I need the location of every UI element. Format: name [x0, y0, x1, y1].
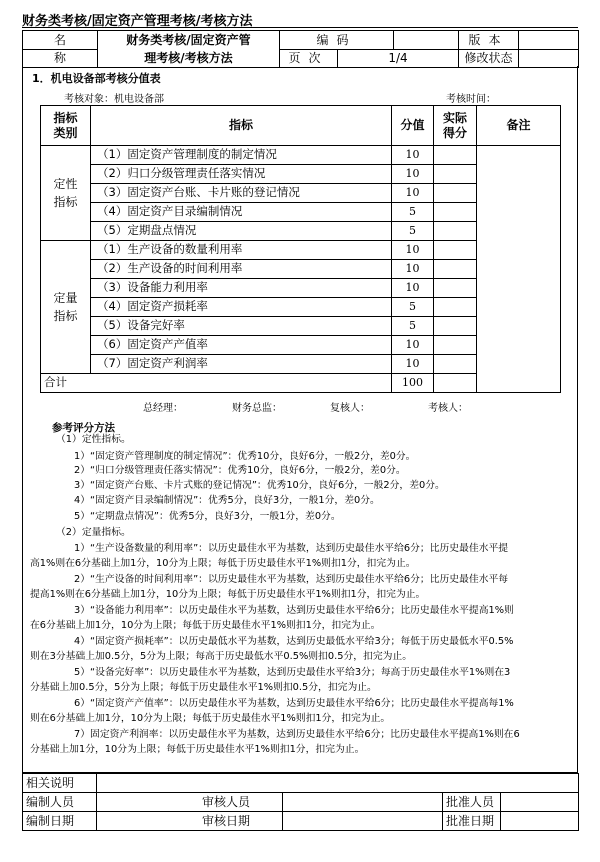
footer-table	[22, 773, 579, 831]
indicator-score: 10	[392, 336, 434, 355]
header-score: 分值	[392, 106, 434, 146]
category-quantitative: 定量 指标	[41, 241, 91, 374]
indicator-score: 5	[392, 317, 434, 336]
code-value	[394, 31, 459, 50]
approved-date-value	[501, 812, 579, 831]
actual-score-cell	[434, 222, 477, 241]
indicator-score: 5	[392, 298, 434, 317]
reviewed-date-label: 审核日期	[283, 812, 443, 831]
actual-score-cell	[434, 241, 477, 260]
indicator-name: （4）固定资产损耗率	[91, 298, 392, 317]
section-title: 1．机电设备部考核分值表	[32, 72, 161, 85]
approved-date-label: 批准日期	[443, 812, 501, 831]
indicator-name: （2）归口分级管理责任落实情况	[91, 165, 392, 184]
reference-title: 参考评分方法	[52, 422, 115, 434]
actual-score-cell	[434, 260, 477, 279]
prepared-by-label: 编制人员	[23, 793, 97, 812]
indicator-score: 10	[392, 184, 434, 203]
reviewed-by-label: 审核人员	[283, 793, 443, 812]
indicator-name: （3）固定资产台账、卡片账的登记情况	[91, 184, 392, 203]
indicator-score: 5	[392, 203, 434, 222]
reference-line: 4）“固定资产目录编制情况”：优秀5分，良好3分，一般1分，差0分。	[74, 495, 380, 506]
category-qualitative: 定性 指标	[41, 146, 91, 241]
reference-line: 2）“生产设备的时间利用率”：以历史最佳水平为基数，达到历史最佳水平给6分；比历史最佳水平每	[74, 574, 509, 585]
name-value-line-2: 理考核/考核方法	[144, 51, 233, 65]
total-actual-cell	[434, 374, 477, 393]
page-value: 1/4	[338, 49, 459, 68]
actual-score-cell	[434, 336, 477, 355]
actual-score-cell	[434, 184, 477, 203]
indicator-name: （4）固定资产目录编制情况	[91, 203, 392, 222]
reference-line: 在6分基础上加1分，10分为上限；每低于历史最佳水平1%则扣1分，扣完为止。	[30, 620, 381, 631]
note-cell	[477, 146, 561, 393]
indicator-score: 10	[392, 165, 434, 184]
reference-line: 5）“设备完好率”：以历史最佳水平为基数，达到历史最佳水平给3分；每高于历史最佳水平1%则在3	[74, 667, 511, 678]
name-label-top: 名	[23, 31, 98, 50]
name-value-line-1: 财务类考核/固定资产管	[126, 33, 251, 47]
reference-line: 3）“固定资产台账、卡片式账的登记情况”：优秀10分，良好6分，一般2分，差0分。	[74, 480, 445, 491]
total-label: 合计	[41, 374, 392, 393]
header-note: 备注	[477, 106, 561, 146]
reference-line: 提高1%则在6分基础上加1分，10分为上限；每低于历史最佳水平1%则扣1分，扣完为止。	[30, 589, 426, 600]
general-manager-signature: 总经理：	[143, 403, 183, 414]
score-table	[40, 105, 561, 393]
reference-line: 2）“归口分级管理责任落实情况”：优秀10分，良好6分，一般2分，差0分。	[74, 465, 406, 476]
indicator-name: （1）固定资产管理制度的制定情况	[91, 146, 392, 165]
document-title: 财务类考核/固定资产管理考核/考核方法	[22, 14, 253, 29]
assessor-signature: 考核人：	[428, 403, 468, 414]
indicator-name: （3）设备能力利用率	[91, 279, 392, 298]
code-label: 编码	[280, 31, 394, 50]
indicator-name: （1）生产设备的数量利用率	[91, 241, 392, 260]
indicator-score: 10	[392, 260, 434, 279]
actual-score-cell	[434, 165, 477, 184]
indicator-score: 10	[392, 355, 434, 374]
indicator-name: （6）固定资产产值率	[91, 336, 392, 355]
indicator-score: 10	[392, 146, 434, 165]
header-indicator: 指标	[91, 106, 392, 146]
status-value	[519, 49, 579, 68]
reference-line: 6）“固定资产产值率”：以历史最佳水平为基数，达到历史最佳水平给6分；比历史最佳水平提高每1%	[74, 698, 514, 709]
related-notes-label: 相关说明	[23, 774, 97, 793]
indicator-name: （2）生产设备的时间利用率	[91, 260, 392, 279]
indicator-name: （5）定期盘点情况	[91, 222, 392, 241]
reference-line: 1）“固定资产管理制度的制定情况”：优秀10分，良好6分，一般2分，差0分。	[74, 451, 416, 462]
reference-line: 1）“生产设备数量的利用率”：以历史最佳水平为基数，达到历史最佳水平给6分；比历史最佳水平提	[74, 543, 509, 554]
actual-score-cell	[434, 279, 477, 298]
prepared-date-label: 编制日期	[23, 812, 97, 831]
assessment-time: 考核时间：	[446, 94, 496, 105]
reference-line: 分基础上加1分，10分为上限；每低于历史最佳水平1%则扣1分，扣完为止。	[30, 744, 365, 755]
actual-score-cell	[434, 146, 477, 165]
name-value	[98, 31, 280, 68]
assessment-target: 考核对象：机电设备部	[64, 94, 164, 105]
reference-line: （2）定量指标。	[56, 527, 131, 538]
total-score: 100	[392, 374, 434, 393]
name-label-bottom: 称	[23, 49, 98, 68]
actual-score-cell	[434, 203, 477, 222]
indicator-name: （7）固定资产利润率	[91, 355, 392, 374]
actual-score-cell	[434, 298, 477, 317]
header-actual: 实际 得分	[434, 106, 477, 146]
indicator-score: 5	[392, 222, 434, 241]
reference-line: 7）固定资产利润率：以历史最佳水平为基数，达到历史最佳水平给6分；比历史最佳水平提高1%则在6	[74, 729, 520, 740]
reference-line: 分基础上加0.5分，5分为上限；每低于历史最佳水平1%则扣0.5分，扣完为止。	[30, 682, 377, 693]
reference-line: 则在3分基础上加0.5分，5分为上限；每高于历史最低水平0.5%则扣0.5分，扣完为止。	[30, 651, 413, 662]
prepared-by-value	[97, 793, 283, 812]
actual-score-cell	[434, 317, 477, 336]
table-row	[41, 146, 561, 165]
finance-director-signature: 财务总监：	[232, 403, 282, 414]
version-label: 版本	[459, 31, 519, 50]
reference-line: 3）“设备能力利用率”：以历史最佳水平为基数，达到历史最佳水平给6分；比历史最佳水平提高1%则	[74, 605, 514, 616]
header-category: 指标 类别	[41, 106, 91, 146]
reference-line: 高1%则在6分基础上加1分，10分为上限；每低于历史最佳水平1%则扣1分，扣完为止。	[30, 558, 416, 569]
indicator-score: 10	[392, 279, 434, 298]
indicator-name: （5）设备完好率	[91, 317, 392, 336]
reference-line: （1）定性指标。	[56, 434, 131, 445]
reference-line: 则在6分基础上加1分，10分为上限；每低于历史最佳水平1%则扣1分，扣完为止。	[30, 713, 391, 724]
status-label: 修改状态	[459, 49, 519, 68]
title-rule	[22, 27, 578, 28]
indicator-score: 10	[392, 241, 434, 260]
header-table	[22, 30, 579, 68]
version-value	[519, 31, 579, 50]
reviewer-signature: 复核人：	[330, 403, 370, 414]
prepared-date-value	[97, 812, 283, 831]
page-label: 页次	[280, 49, 338, 68]
actual-score-cell	[434, 355, 477, 374]
reference-line: 4）“固定资产损耗率”：以历史最低水平为基数，达到历史最低水平给3分；每低于历史最低水平0.5%	[74, 636, 514, 647]
related-notes-value	[97, 774, 579, 793]
approved-by-value	[501, 793, 579, 812]
approved-by-label: 批准人员	[443, 793, 501, 812]
reference-line: 5）“定期盘点情况”：优秀5分，良好3分，一般1分，差0分。	[74, 511, 341, 522]
